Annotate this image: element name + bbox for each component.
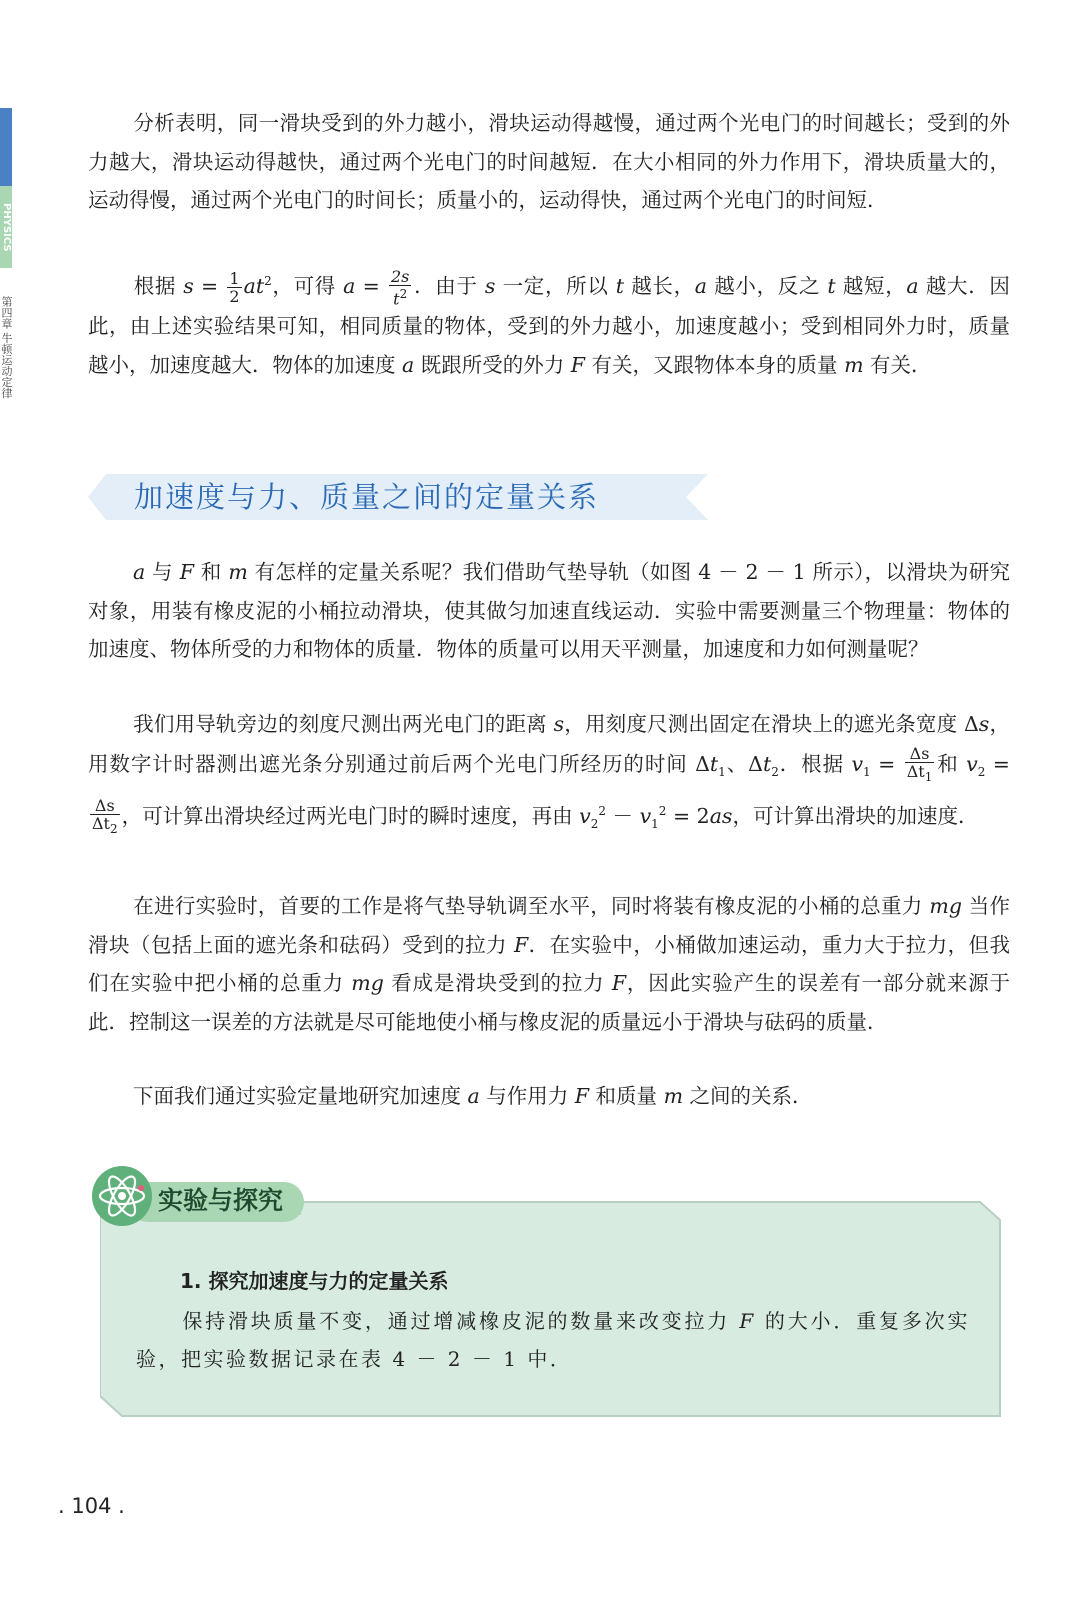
experiment-text: 保持滑块质量不变，通过增减橡皮泥的数量来改变拉力 F 的大小．重复多次实验，把实验数据记录在表 4 － 2 － 1 中． [136, 1309, 971, 1371]
atom-icon [94, 1168, 150, 1224]
fraction-v2: $\frac{\Delta s}{\Delta t_2}$ [92, 795, 118, 837]
paragraph-5: 在进行实验时，首要的工作是将气垫导轨调至水平，同时将装有橡皮泥的小桶的总重力 mg 当作滑块（包括上面的遮光条和砝码）受到的拉力 F．在实验中，小桶做加速运动，重力大于拉力，但我们在实验中把小桶的总重力 mg 看成是滑块受到的拉力 F，因此实验产生的误差有一部分就来源于此．控制这一误差的方法就是尽可能地使小桶与橡皮泥的质量远小于滑块与砝码的质量． [88, 894, 1011, 1034]
paragraph-2: 根据 s = $\frac{1}{2}$ $at^2$，可得 a = $\frac{2s}{t^2}$ ．由于 s 一定，所以 t 越长，a 越小，反之 t 越短，a 越大．因此，由上述实验结果可知，相同质量的物体，受到的外力越小，加速度越小；受到相同外力时，质量越小，加速度越大．物体的加速度 a 既跟所受的外力 F 有关，又跟物体本身的质量 m 有关． [88, 266, 1010, 377]
side-tab-label: PHYSICS [1, 202, 12, 252]
fraction-2s-over-t2: $\frac{2s}{t^2}$ [391, 266, 410, 308]
section-title: 加速度与力、质量之间的定量关系 [134, 480, 600, 514]
fraction-one-half: $\frac{1}{2}$ [229, 268, 240, 306]
paragraph-4: 我们用导轨旁边的刻度尺测出两光电门的距离 s，用刻度尺测出固定在滑块上的遮光条宽度 Δs，用数字计时器测出遮光条分别通过前后两个光电门所经历的时间 $\Delta t_1$、$\Delta t_2$．根据 $v_1$ = $\frac{\Delta s}{\Delta t_1}$ 和 $v_2$ = $\frac{\Delta s}{\Delta t_2}$ ，可计算出滑块经过两光电门时的瞬时速度，再由 $v_2^2 - v_1^2 = 2as$，可计算出滑块的加速度． [88, 712, 1010, 837]
paragraph-6: 下面我们通过实验定量地研究加速度 a 与作用力 F 和质量 m 之间的关系． [133, 1084, 813, 1108]
paragraph-1: 分析表明，同一滑块受到的外力越小，滑块运动得越慢，通过两个光电门的时间越长；受到的外力越大，滑块运动得越快，通过两个光电门的时间越短．在大小相同的外力作用下，滑块质量大的，运动得慢，通过两个光电门的时间长；质量小的，运动得快，通过两个光电门的时间短． [88, 111, 1010, 213]
paragraph-3: a 与 F 和 m 有怎样的定量关系呢？我们借助气垫导轨（如图 4 － 2 － 1 所示），以滑块为研究对象，用装有橡皮泥的小桶拉动滑块，使其做匀加速直线运动．实验中需要测量三个物理量：物体的加速度、物体所受的力和物体的质量．物体的质量可以用天平测量，加速度和力如何测量呢？ [88, 560, 1010, 662]
side-tab [0, 108, 12, 268]
side-tab-blue [0, 108, 12, 186]
experiment-heading: 1. 探究加速度与力的定量关系 [180, 1269, 449, 1293]
page-number: . 104 . [58, 1494, 125, 1518]
experiment-title: 实验与探究 [158, 1186, 284, 1215]
fraction-v1: $\frac{\Delta s}{\Delta t_1}$ [906, 743, 933, 784]
section-banner [88, 474, 708, 520]
chapter-label: 第四章 牛顿运动定律 [0, 296, 13, 399]
